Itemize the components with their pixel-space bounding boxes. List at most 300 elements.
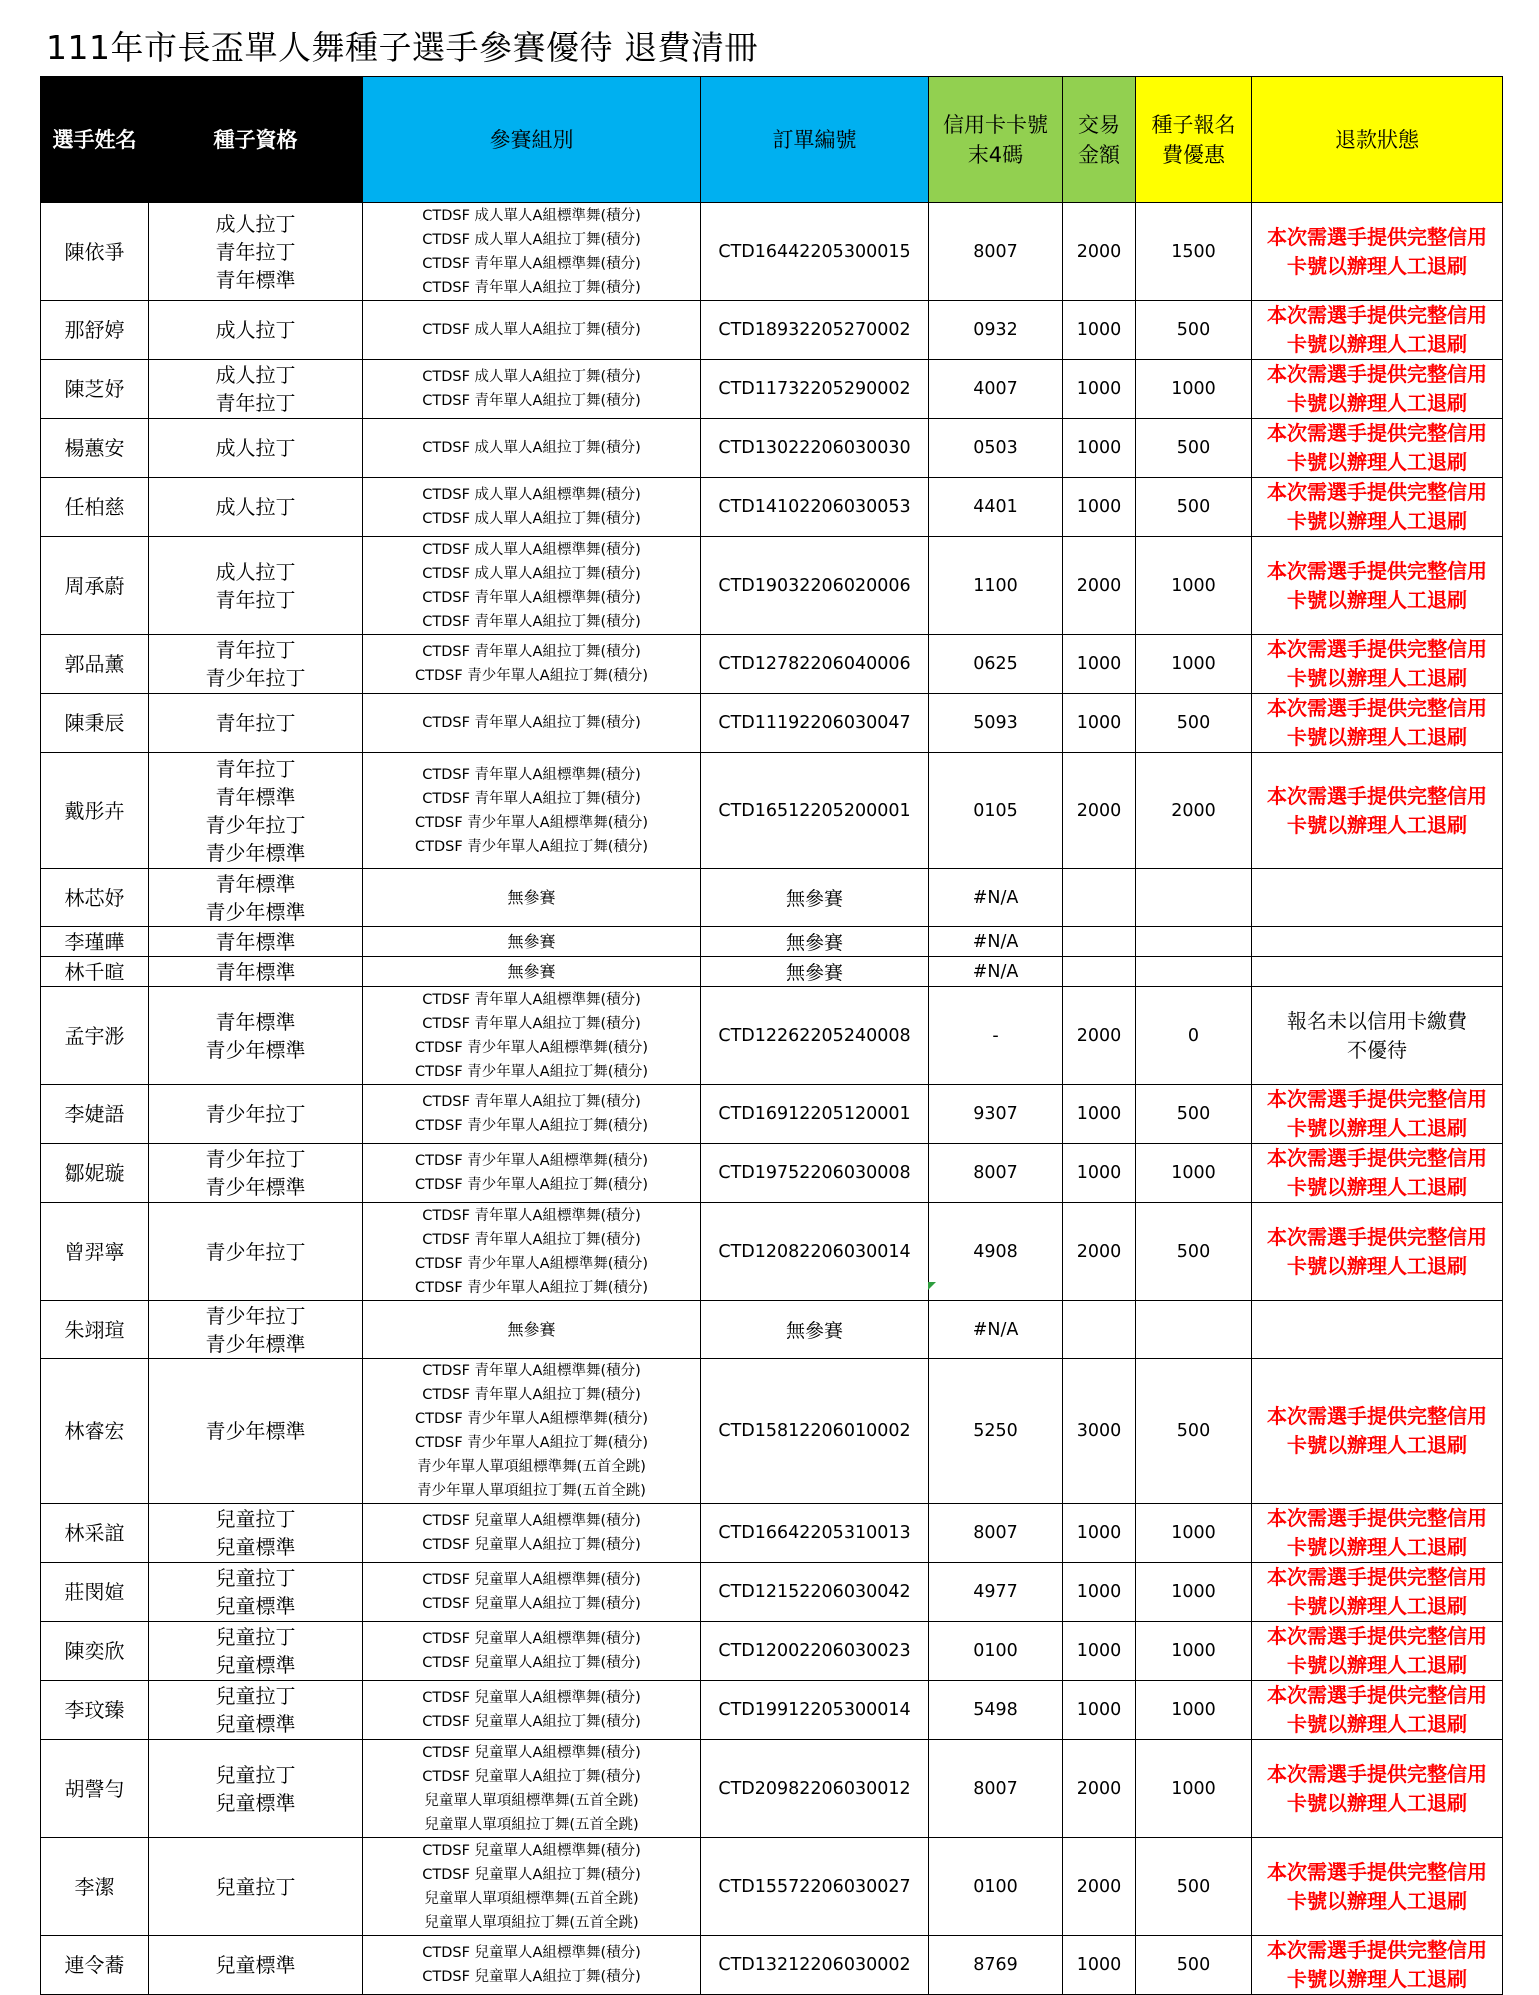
cell-order[interactable]: CTD16642205310013	[701, 1504, 929, 1563]
cell-groups[interactable]	[363, 1740, 701, 1838]
cell-order[interactable]: CTD18932205270002	[701, 301, 929, 360]
group-line: 兒童單人單項組標準舞(五首全跳)	[424, 1890, 639, 1907]
cell-status[interactable]	[1252, 753, 1503, 869]
cell-qualification[interactable]	[149, 1504, 363, 1563]
cell-discount[interactable]: 0	[1136, 987, 1252, 1085]
table-row[interactable]	[41, 869, 1503, 927]
cell-discount[interactable]	[1136, 869, 1252, 927]
cell-order[interactable]: CTD20982206030012	[701, 1740, 929, 1838]
qualification-line: 兒童拉丁	[215, 1684, 296, 1708]
cell-amount[interactable]: 2000	[1063, 987, 1136, 1085]
status-line: 本次需選手提供完整信用	[1267, 1624, 1487, 1648]
cell-name[interactable]: 林采誼	[41, 1504, 149, 1563]
cell-groups[interactable]	[363, 869, 701, 927]
cell-status[interactable]	[1252, 987, 1503, 1085]
cell-groups[interactable]	[363, 301, 701, 360]
qualification-line: 青少年標準	[205, 840, 306, 865]
cell-discount[interactable]: 1000	[1136, 1563, 1252, 1622]
header-discount-line2: 費優惠	[1162, 142, 1225, 167]
group-line: CTDSF 青少年單人A組拉丁舞(積分)	[414, 668, 649, 684]
cell-card-last4[interactable]: 4007	[929, 360, 1063, 419]
cell-order[interactable]: CTD14102206030053	[701, 478, 929, 537]
cell-qualification[interactable]	[149, 1936, 363, 1995]
cell-amount[interactable]: 3000	[1063, 1359, 1136, 1504]
cell-amount[interactable]	[1063, 869, 1136, 927]
cell-discount[interactable]	[1136, 1301, 1252, 1359]
qualification-line: 青少年拉丁	[205, 1102, 306, 1126]
cell-groups[interactable]	[363, 419, 701, 478]
cell-order[interactable]: CTD15572206030027	[701, 1838, 929, 1936]
cell-status[interactable]	[1252, 1622, 1503, 1681]
cell-amount[interactable]: 1000	[1063, 1504, 1136, 1563]
group-line: CTDSF 兒童單人A組標準舞(積分)	[422, 1572, 641, 1588]
cell-order[interactable]: CTD19752206030008	[701, 1144, 929, 1203]
header-name[interactable]: 選手姓名	[41, 77, 149, 203]
cell-qualification[interactable]	[149, 957, 363, 987]
table-row[interactable]	[41, 1681, 1503, 1740]
cell-status[interactable]	[1252, 1936, 1503, 1995]
qualification-line: 青少年標準	[205, 1037, 306, 1062]
table-row[interactable]	[41, 987, 1503, 1085]
cell-status[interactable]	[1252, 203, 1503, 301]
cell-amount[interactable]: 1000	[1063, 694, 1136, 753]
refund-table	[40, 76, 1503, 1995]
cell-card-last4[interactable]: 9307	[929, 1085, 1063, 1144]
header-row	[41, 77, 1503, 203]
cell-card-last4[interactable]: 1100	[929, 537, 1063, 635]
cell-card-last4[interactable]: 5250	[929, 1359, 1063, 1504]
cell-status[interactable]	[1252, 1563, 1503, 1622]
cell-card-last4[interactable]: 0100	[929, 1838, 1063, 1936]
qualification-line: 兒童拉丁	[215, 1874, 296, 1899]
cell-name[interactable]: 陳芝妤	[41, 360, 149, 419]
cell-amount[interactable]	[1063, 957, 1136, 987]
cell-name[interactable]: 鄒妮璇	[41, 1144, 149, 1203]
cell-order[interactable]: CTD13212206030002	[701, 1936, 929, 1995]
cell-groups[interactable]	[363, 1681, 701, 1740]
cell-status[interactable]	[1252, 869, 1503, 927]
group-line: CTDSF 成人單人A組拉丁舞(積分)	[422, 322, 641, 338]
cell-qualification[interactable]	[149, 869, 363, 927]
cell-groups[interactable]	[363, 1359, 701, 1504]
header-amount[interactable]	[1063, 77, 1136, 203]
cell-qualification[interactable]	[149, 1838, 363, 1936]
cell-amount[interactable]: 2000	[1063, 1838, 1136, 1936]
cell-amount[interactable]	[1063, 1301, 1136, 1359]
header-groups[interactable]: 參賽組別	[363, 77, 701, 203]
cell-order[interactable]: CTD12082206030014	[701, 1203, 929, 1301]
qualification-line: 青少年拉丁	[205, 1147, 306, 1171]
cell-order[interactable]: 無參賽	[701, 927, 929, 957]
group-line: CTDSF 成人單人A組拉丁舞(積分)	[422, 231, 641, 248]
cell-amount[interactable]: 1000	[1063, 360, 1136, 419]
cell-card-last4[interactable]: 0105	[929, 753, 1063, 869]
cell-name[interactable]: 林睿宏	[41, 1359, 149, 1504]
cell-amount[interactable]: 2000	[1063, 1740, 1136, 1838]
status-line: 本次需選手提供完整信用	[1267, 1506, 1487, 1530]
cell-amount[interactable]: 2000	[1063, 753, 1136, 869]
table-row[interactable]	[41, 694, 1503, 753]
cell-name[interactable]: 李婕語	[41, 1085, 149, 1144]
status-line: 本次需選手提供完整信用	[1267, 1565, 1487, 1589]
cell-name[interactable]: 楊蕙安	[41, 419, 149, 478]
cell-amount[interactable]: 2000	[1063, 537, 1136, 635]
cell-amount[interactable]: 1000	[1063, 1622, 1136, 1681]
status-line: 不優待	[1347, 1037, 1407, 1062]
group-line: CTDSF 青少年單人A組拉丁舞(積分)	[414, 1435, 649, 1451]
table-row[interactable]	[41, 1203, 1503, 1301]
table-row[interactable]	[41, 1838, 1503, 1936]
cell-status[interactable]	[1252, 927, 1503, 957]
status-line: 卡號以辦理人工退刷	[1287, 1888, 1467, 1913]
cell-card-last4[interactable]: 8007	[929, 1740, 1063, 1838]
cell-amount[interactable]: 1000	[1063, 1144, 1136, 1203]
qualification-line: 青少年拉丁	[205, 1239, 306, 1264]
cell-groups[interactable]	[363, 1936, 701, 1995]
cell-card-last4[interactable]: 4401	[929, 478, 1063, 537]
cell-name[interactable]: 朱翊瑄	[41, 1301, 149, 1359]
group-line: CTDSF 成人單人A組拉丁舞(積分)	[422, 369, 641, 385]
cell-qualification[interactable]	[149, 635, 363, 694]
table-row[interactable]	[41, 537, 1503, 635]
qualification-line: 青年標準	[215, 1009, 296, 1034]
cell-order[interactable]: CTD16512205200001	[701, 753, 929, 869]
cell-discount[interactable]: 500	[1136, 1085, 1252, 1144]
cell-order[interactable]: CTD11732205290002	[701, 360, 929, 419]
cell-card-last4[interactable]: -	[929, 987, 1063, 1085]
cell-name[interactable]: 曾羿寧	[41, 1203, 149, 1301]
status-line: 本次需選手提供完整信用	[1267, 224, 1487, 249]
group-line: 無參賽	[507, 961, 556, 981]
cell-groups[interactable]	[363, 957, 701, 987]
cell-amount[interactable]: 1000	[1063, 478, 1136, 537]
cell-status[interactable]	[1252, 301, 1503, 360]
header-status[interactable]: 退款狀態	[1252, 77, 1503, 203]
cell-status[interactable]	[1252, 957, 1503, 987]
group-line: 無參賽	[507, 931, 556, 951]
group-line: CTDSF 青少年單人A組拉丁舞(積分)	[414, 1118, 649, 1134]
table-row[interactable]	[41, 1144, 1503, 1203]
cell-order[interactable]: CTD16442205300015	[701, 203, 929, 301]
status-line: 卡號以辦理人工退刷	[1287, 1967, 1467, 1991]
cell-qualification[interactable]	[149, 419, 363, 478]
cell-groups[interactable]	[363, 1563, 701, 1622]
status-line: 卡號以辦理人工退刷	[1287, 1712, 1467, 1736]
table-row[interactable]	[41, 927, 1503, 957]
cell-amount[interactable]: 1000	[1063, 301, 1136, 360]
qualification-line: 青年拉丁	[215, 587, 296, 612]
cell-status[interactable]	[1252, 1085, 1503, 1144]
cell-amount[interactable]: 1000	[1063, 1681, 1136, 1740]
cell-groups[interactable]	[363, 753, 701, 869]
qualification-line: 兒童標準	[215, 1712, 296, 1736]
cell-groups[interactable]	[363, 1504, 701, 1563]
cell-name[interactable]: 林芯妤	[41, 869, 149, 927]
table-row[interactable]	[41, 360, 1503, 419]
status-line: 卡號以辦理人工退刷	[1287, 391, 1467, 415]
header-qualification[interactable]: 種子資格	[149, 77, 363, 203]
cell-card-last4[interactable]: 0100	[929, 1622, 1063, 1681]
group-line: CTDSF 成人單人A組拉丁舞(積分)	[422, 440, 641, 456]
cell-groups[interactable]	[363, 203, 701, 301]
cell-amount[interactable]: 1000	[1063, 1563, 1136, 1622]
cell-qualification[interactable]	[149, 1563, 363, 1622]
cell-name[interactable]: 李潔	[41, 1838, 149, 1936]
cell-card-last4[interactable]: #N/A	[929, 957, 1063, 987]
table-row[interactable]	[41, 1359, 1503, 1504]
cell-groups[interactable]	[363, 694, 701, 753]
cell-discount[interactable]	[1136, 927, 1252, 957]
cell-order[interactable]: CTD12152206030042	[701, 1563, 929, 1622]
table-row[interactable]	[41, 419, 1503, 478]
cell-groups[interactable]	[363, 537, 701, 635]
group-line: CTDSF 青少年單人A組標準舞(積分)	[414, 814, 649, 831]
table-row[interactable]	[41, 1740, 1503, 1838]
table-row[interactable]	[41, 1622, 1503, 1681]
cell-qualification[interactable]	[149, 301, 363, 360]
cell-discount[interactable]: 1000	[1136, 360, 1252, 419]
cell-qualification[interactable]	[149, 478, 363, 537]
group-line: CTDSF 青年單人A組拉丁舞(積分)	[422, 790, 641, 807]
qualification-line: 兒童標準	[215, 1535, 296, 1559]
group-line: CTDSF 青年單人A組拉丁舞(積分)	[422, 1015, 641, 1032]
cell-qualification[interactable]	[149, 753, 363, 869]
group-line: CTDSF 青少年單人A組標準舞(積分)	[414, 1039, 649, 1056]
cell-card-last4[interactable]: 4908	[929, 1203, 1063, 1301]
table-row[interactable]	[41, 1085, 1503, 1144]
table-row[interactable]	[41, 478, 1503, 537]
group-line: CTDSF 青年單人A組拉丁舞(積分)	[422, 715, 641, 731]
cell-qualification[interactable]	[149, 1359, 363, 1504]
cell-groups[interactable]	[363, 1085, 701, 1144]
status-line: 卡號以辦理人工退刷	[1287, 1433, 1467, 1457]
cell-status[interactable]	[1252, 478, 1503, 537]
qualification-line: 青年標準	[215, 267, 296, 292]
cell-card-last4[interactable]: 5093	[929, 694, 1063, 753]
cell-amount[interactable]: 1000	[1063, 1085, 1136, 1144]
cell-order[interactable]: CTD12262205240008	[701, 987, 929, 1085]
cell-amount[interactable]: 1000	[1063, 635, 1136, 694]
header-card-line2: 末4碼	[967, 142, 1024, 167]
status-line: 卡號以辦理人工退刷	[1287, 1653, 1467, 1677]
group-line: CTDSF 兒童單人A組標準舞(積分)	[422, 1744, 641, 1761]
cell-card-last4[interactable]: #N/A	[929, 869, 1063, 927]
status-line: 卡號以辦理人工退刷	[1287, 1116, 1467, 1140]
cell-groups[interactable]	[363, 1203, 701, 1301]
cell-groups[interactable]	[363, 1301, 701, 1359]
cell-discount[interactable]: 500	[1136, 694, 1252, 753]
cell-status[interactable]	[1252, 1359, 1503, 1504]
cell-card-last4[interactable]: 8007	[929, 1504, 1063, 1563]
cell-card-last4[interactable]: 8007	[929, 203, 1063, 301]
group-line: CTDSF 兒童單人A組拉丁舞(積分)	[422, 1655, 641, 1671]
cell-card-last4[interactable]: 8769	[929, 1936, 1063, 1995]
cell-name[interactable]: 那舒婷	[41, 301, 149, 360]
cell-qualification[interactable]	[149, 987, 363, 1085]
cell-discount[interactable]: 500	[1136, 1838, 1252, 1936]
cell-name[interactable]: 胡謦勻	[41, 1740, 149, 1838]
cell-discount[interactable]: 1000	[1136, 537, 1252, 635]
status-line: 卡號以辦理人工退刷	[1287, 1594, 1467, 1618]
cell-status[interactable]	[1252, 694, 1503, 753]
table-row[interactable]	[41, 1301, 1503, 1359]
table-row[interactable]	[41, 301, 1503, 360]
cell-status[interactable]	[1252, 1838, 1503, 1936]
cell-discount[interactable]: 500	[1136, 1203, 1252, 1301]
cell-groups[interactable]	[363, 478, 701, 537]
cell-amount[interactable]: 2000	[1063, 1203, 1136, 1301]
cell-status[interactable]	[1252, 1203, 1503, 1301]
cell-amount[interactable]	[1063, 927, 1136, 957]
status-line: 卡號以辦理人工退刷	[1287, 812, 1467, 837]
cell-order[interactable]: CTD16912205120001	[701, 1085, 929, 1144]
cell-discount[interactable]: 500	[1136, 478, 1252, 537]
cell-qualification[interactable]	[149, 1301, 363, 1359]
cell-discount[interactable]: 1000	[1136, 635, 1252, 694]
cell-card-last4[interactable]: 0503	[929, 419, 1063, 478]
cell-amount[interactable]: 1000	[1063, 1936, 1136, 1995]
cell-qualification[interactable]	[149, 1622, 363, 1681]
cell-card-last4[interactable]: #N/A	[929, 1301, 1063, 1359]
cell-discount[interactable]: 500	[1136, 1936, 1252, 1995]
cell-groups[interactable]	[363, 635, 701, 694]
cell-card-last4[interactable]: 0932	[929, 301, 1063, 360]
cell-status[interactable]	[1252, 360, 1503, 419]
cell-name[interactable]: 莊閔媗	[41, 1563, 149, 1622]
group-line: 無參賽	[507, 1319, 556, 1339]
cell-qualification[interactable]	[149, 1085, 363, 1144]
cell-status[interactable]	[1252, 1504, 1503, 1563]
cell-discount[interactable]: 500	[1136, 419, 1252, 478]
cell-card-last4[interactable]: #N/A	[929, 927, 1063, 957]
cell-name[interactable]: 戴彤卉	[41, 753, 149, 869]
cell-groups[interactable]	[363, 987, 701, 1085]
cell-status[interactable]	[1252, 419, 1503, 478]
cell-status[interactable]	[1252, 1681, 1503, 1740]
group-line: CTDSF 青年單人A組標準舞(積分)	[422, 589, 641, 606]
cell-qualification[interactable]	[149, 203, 363, 301]
cell-qualification[interactable]	[149, 927, 363, 957]
cell-groups[interactable]	[363, 1622, 701, 1681]
cell-groups[interactable]	[363, 1838, 701, 1936]
cell-groups[interactable]	[363, 927, 701, 957]
cell-order[interactable]: CTD12782206040006	[701, 635, 929, 694]
cell-groups[interactable]	[363, 360, 701, 419]
cell-status[interactable]	[1252, 1740, 1503, 1838]
table-row[interactable]	[41, 203, 1503, 301]
cell-order[interactable]: CTD12002206030023	[701, 1622, 929, 1681]
cell-name[interactable]: 陳秉辰	[41, 694, 149, 753]
table-row[interactable]	[41, 957, 1503, 987]
cell-card-last4[interactable]: 0625	[929, 635, 1063, 694]
cell-name[interactable]: 連令蕎	[41, 1936, 149, 1995]
qualification-line: 兒童拉丁	[215, 1625, 296, 1649]
header-card[interactable]	[929, 77, 1063, 203]
cell-discount[interactable]: 1000	[1136, 1504, 1252, 1563]
cell-status[interactable]	[1252, 537, 1503, 635]
status-line: 卡號以辦理人工退刷	[1287, 1790, 1467, 1815]
table-row[interactable]	[41, 753, 1503, 869]
cell-name[interactable]: 任柏慈	[41, 478, 149, 537]
cell-card-last4[interactable]: 4977	[929, 1563, 1063, 1622]
cell-name[interactable]: 陳依爭	[41, 203, 149, 301]
page-title: 111年市長盃單人舞種子選手參賽優待 退費清冊	[46, 28, 758, 67]
cell-name[interactable]: 周承蔚	[41, 537, 149, 635]
cell-discount[interactable]: 500	[1136, 301, 1252, 360]
header-discount[interactable]	[1136, 77, 1252, 203]
cell-name[interactable]: 李玟臻	[41, 1681, 149, 1740]
cell-status[interactable]	[1252, 635, 1503, 694]
cell-discount[interactable]: 1000	[1136, 1144, 1252, 1203]
cell-order[interactable]: CTD15812206010002	[701, 1359, 929, 1504]
cell-order[interactable]: CTD19032206020006	[701, 537, 929, 635]
cell-order[interactable]: CTD11192206030047	[701, 694, 929, 753]
cell-discount[interactable]	[1136, 957, 1252, 987]
cell-qualification[interactable]	[149, 360, 363, 419]
status-line: 卡號以辦理人工退刷	[1287, 587, 1467, 612]
cell-name[interactable]: 李瑾曄	[41, 927, 149, 957]
cell-qualification[interactable]	[149, 1740, 363, 1838]
cell-order[interactable]: 無參賽	[701, 869, 929, 927]
cell-qualification[interactable]	[149, 537, 363, 635]
cell-qualification[interactable]	[149, 694, 363, 753]
cell-qualification[interactable]	[149, 1681, 363, 1740]
cell-order[interactable]: CTD19912205300014	[701, 1681, 929, 1740]
qualification-line: 兒童拉丁	[215, 1507, 296, 1531]
cell-discount[interactable]: 1500	[1136, 203, 1252, 301]
qualification-line: 成人拉丁	[215, 211, 296, 236]
cell-discount[interactable]: 500	[1136, 1359, 1252, 1504]
table-row[interactable]	[41, 1563, 1503, 1622]
cell-card-last4[interactable]: 5498	[929, 1681, 1063, 1740]
cell-discount[interactable]: 1000	[1136, 1681, 1252, 1740]
cell-qualification[interactable]	[149, 1203, 363, 1301]
cell-discount[interactable]: 1000	[1136, 1740, 1252, 1838]
status-line: 本次需選手提供完整信用	[1267, 1146, 1487, 1170]
cell-groups[interactable]	[363, 1144, 701, 1203]
cell-status[interactable]	[1252, 1301, 1503, 1359]
cell-discount[interactable]: 2000	[1136, 753, 1252, 869]
cell-order[interactable]: CTD13022206030030	[701, 419, 929, 478]
cell-status[interactable]	[1252, 1144, 1503, 1203]
group-line: CTDSF 兒童單人A組標準舞(積分)	[422, 1945, 641, 1961]
cell-name[interactable]: 郭品薰	[41, 635, 149, 694]
status-line: 本次需選手提供完整信用	[1267, 480, 1487, 504]
cell-card-last4[interactable]: 8007	[929, 1144, 1063, 1203]
group-line: CTDSF 青年單人A組標準舞(積分)	[422, 1207, 641, 1224]
status-line: 卡號以辦理人工退刷	[1287, 332, 1467, 356]
cell-qualification[interactable]	[149, 1144, 363, 1203]
table-row[interactable]	[41, 1504, 1503, 1563]
qualification-line: 兒童標準	[215, 1790, 296, 1815]
cell-name[interactable]: 林千暄	[41, 957, 149, 987]
status-line: 本次需選手提供完整信用	[1267, 1224, 1487, 1249]
group-line: CTDSF 青少年單人A組拉丁舞(積分)	[414, 1177, 649, 1193]
cell-order[interactable]: 無參賽	[701, 957, 929, 987]
qualification-line: 成人拉丁	[215, 318, 296, 342]
table-row[interactable]	[41, 1936, 1503, 1995]
group-line: 兒童單人單項組拉丁舞(五首全跳)	[424, 1914, 639, 1931]
cell-amount[interactable]: 1000	[1063, 419, 1136, 478]
cell-name[interactable]: 孟宇浵	[41, 987, 149, 1085]
cell-name[interactable]: 陳奕欣	[41, 1622, 149, 1681]
cell-discount[interactable]: 1000	[1136, 1622, 1252, 1681]
qualification-line: 青年拉丁	[215, 638, 296, 662]
table-row[interactable]	[41, 635, 1503, 694]
cell-order[interactable]: 無參賽	[701, 1301, 929, 1359]
header-order[interactable]: 訂單編號	[701, 77, 929, 203]
cell-amount[interactable]: 2000	[1063, 203, 1136, 301]
